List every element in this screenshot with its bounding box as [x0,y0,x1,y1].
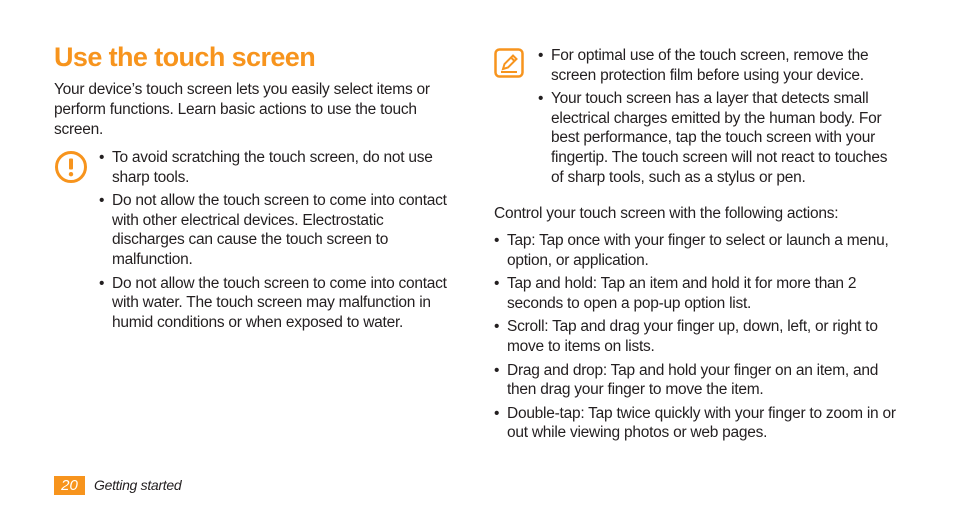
list-item: • For optimal use of the touch screen, remove the screen protection film before using your device. [538,47,869,84]
caution-list-container [99,148,455,336]
list-item: • Your touch screen has a layer that detects small electrical charges emitted by the human body. For best performance, tap the touch screen with your fingertip. The touch screen will not react to touches of sharp tools, such as a stylus or pen. [538,90,888,186]
actions-list [494,231,898,443]
page-number: 20 [54,476,85,495]
actions-list-container [494,231,898,447]
note-list [538,46,894,187]
note-list-container [538,46,894,191]
list-item: • Tap and hold: Tap an item and hold it for more than 2 seconds to open a pop-up option list. [494,275,857,312]
list-item: • Do not allow the touch screen to come into contact with water. The touch screen may malfunction in humid conditions or when exposed to water. [99,274,447,331]
warning-icon [54,150,88,189]
actions-intro: Control your touch screen with the following actions: [494,205,839,222]
list-item: • Do not allow the touch screen to come into contact with other electrical devices. Electrostatic discharges can cause the touch screen to malfunction. [99,192,447,268]
list-item: • Drag and drop: Tap and hold your finger on an item, and then drag your finger to move the item. [494,361,879,399]
list-item: • Scroll: Tap and drag your finger up, down, left, or right to move to items on lists. [494,318,878,355]
section-name: Getting started [94,477,182,493]
caution-list [99,148,455,332]
note-pencil-icon [494,48,524,83]
page-title: Use the touch screen [54,42,316,72]
list-item: • To avoid scratching the touch screen, do not use sharp tools. [99,149,433,186]
list-item: • Tap: Tap once with your finger to select or launch a menu, option, or application. [494,232,889,269]
list-item: • Double-tap: Tap twice quickly with your finger to zoom in or out while viewing photos or web pages. [494,404,896,442]
intro-paragraph: Your device’s touch screen lets you easily select items or perform functions. Learn basic actions to use the touch screen. [54,81,430,138]
